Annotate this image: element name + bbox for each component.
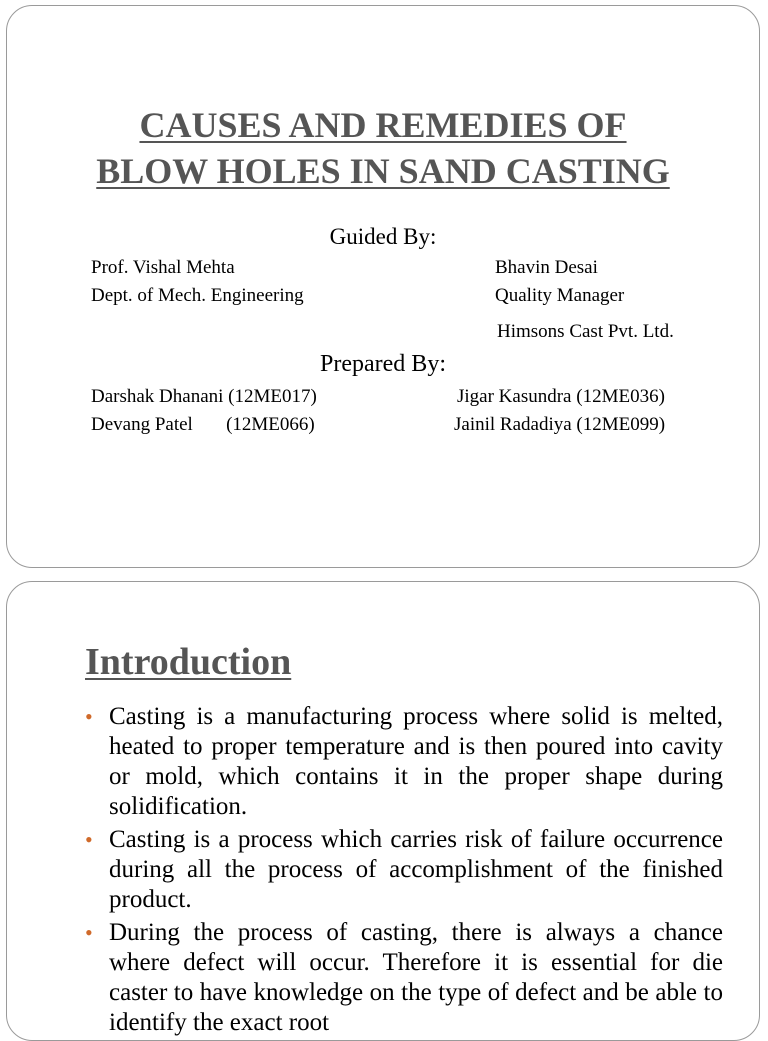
bullet-list: [85, 702, 723, 1041]
bullet-dot-icon: •: [85, 920, 93, 945]
bullet-text: During the process of casting, there is always a chance where defect will occur. Therefore it is essential for die caster to have knowledge on the type of defect and be able to identify the exact root: [109, 919, 723, 1036]
guide2-name: Bhavin Desai: [495, 257, 598, 278]
introduction-slide: [6, 581, 760, 1041]
list-item: [85, 825, 723, 915]
guided-by-label: Guided By:: [329, 224, 437, 249]
guide1-name: Prof. Vishal Mehta: [91, 257, 235, 278]
bullet-text: Casting is a process which carries risk of failure occurrence during all the process of accomplishment of the finished product.: [109, 826, 723, 913]
student-4: Jainil Radadiya (12ME099): [454, 414, 666, 435]
title-slide: [6, 5, 760, 568]
bullet-dot-icon: •: [85, 704, 93, 729]
student-2: Devang Patel (12ME066): [91, 414, 315, 435]
list-item: [85, 702, 723, 822]
prepared-by-label: Prepared By:: [320, 351, 446, 377]
introduction-heading: Introduction: [85, 641, 292, 683]
title-line-2: BLOW HOLES IN SAND CASTING: [96, 151, 670, 191]
presentation-title: [7, 102, 759, 194]
guide2-company: Himsons Cast Pvt. Ltd.: [497, 321, 674, 342]
student-1: Darshak Dhanani (12ME017): [91, 386, 317, 407]
bullet-text: Casting is a manufacturing process where solid is melted, heated to proper temperature and is then poured into cavity or mold, which contains it in the proper shape during solidification.: [109, 703, 723, 820]
bullet-dot-icon: •: [85, 827, 93, 852]
title-line-1: CAUSES AND REMEDIES OF: [139, 105, 627, 145]
guide2-role: Quality Manager: [495, 285, 625, 306]
list-item: [85, 918, 723, 1038]
guide1-role: Dept. of Mech. Engineering: [91, 285, 304, 306]
student-3: Jigar Kasundra (12ME036): [457, 386, 665, 407]
